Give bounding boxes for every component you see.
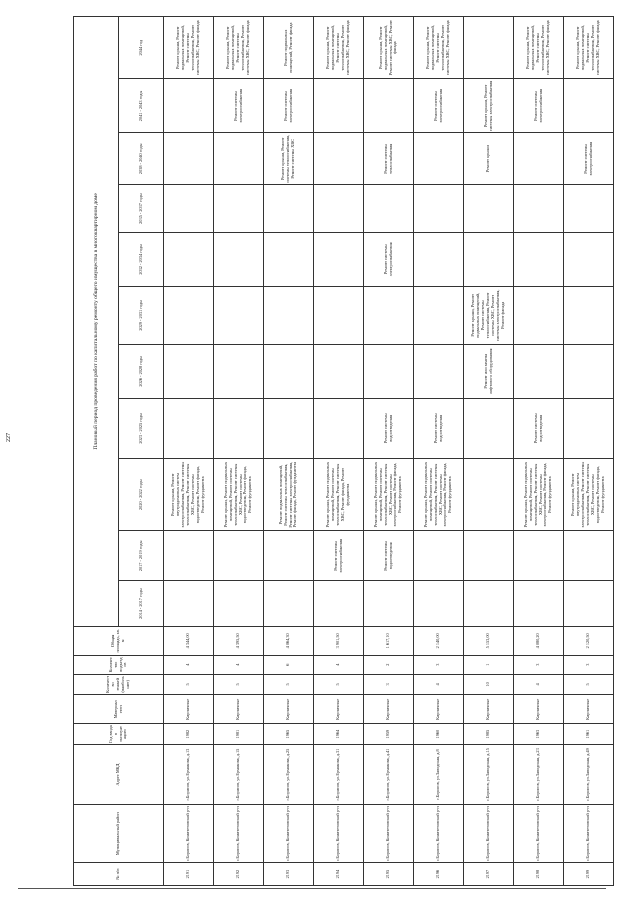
cell-p11: Ремонт крыши, Ремонт подвальных помещений, Ремонт системы теплоснабжения, Ремонт системы ХВС, Ремонт фасада [214, 17, 264, 79]
cell-p9 [514, 133, 564, 185]
cell-area: 4 064,30 [264, 626, 314, 655]
header-period-4: 2023 - 2025 годы [119, 398, 164, 458]
cell-district: г.Борисов, Комитетовский р-н [464, 805, 514, 863]
cell-p4: Ремонт системы водоотведения [514, 398, 564, 458]
cell-p3: Ремонт крыши, Ремонт подвальных помещений, Ремонт системы теплоснабжения, Ремонт системы ХВС, Ремонт системы электроснабжения, Ремонт фасада, Ремонт фундамента [414, 458, 464, 531]
table-row [364, 17, 414, 886]
cell-address: г.Борисов, ул.Заводская, д.15 [464, 745, 514, 805]
cell-p11: Ремонт крыши, Ремонт подвальных помещений, Ремонт системы ХВС, Ремонт фасада [364, 17, 414, 79]
cell-num: 2193 [264, 863, 314, 886]
cell-p1 [414, 581, 464, 627]
cell-p5 [414, 344, 464, 398]
table-row [514, 17, 564, 886]
table-row [164, 17, 214, 886]
cell-year: 1961 [564, 724, 614, 745]
cell-p8 [414, 185, 464, 233]
cell-p5 [214, 344, 264, 398]
cell-p11: Ремонт крыши, Ремонт подвальных помещений, Ремонт системы теплоснабжения, Ремонт системы ХВС, Ремонт фасада [514, 17, 564, 79]
cell-p2 [414, 531, 464, 581]
cell-p4: Ремонт системы водоотведения [414, 398, 464, 458]
header-floors: Количество этажей (наибольшее) [74, 674, 164, 695]
cell-p9 [214, 133, 264, 185]
cell-p4 [314, 398, 364, 458]
header-address: Адрес МКД [74, 745, 164, 805]
cell-material: Кирпичные [564, 695, 614, 724]
header-num: № п/п [74, 863, 164, 886]
cell-p5 [314, 344, 364, 398]
cell-entrances: 6 [264, 655, 314, 674]
header-period-11: 2044 год [119, 17, 164, 79]
cell-address: г.Борисов, ул.Ермакова, д.41 [364, 745, 414, 805]
header-period-10: 2041 - 2043 годы [119, 79, 164, 133]
cell-p7 [214, 232, 264, 286]
cell-material: Кирпичные [414, 695, 464, 724]
table-row [264, 17, 314, 886]
cell-p1 [564, 581, 614, 627]
cell-p1 [514, 581, 564, 627]
cell-p2 [564, 531, 614, 581]
cell-floors: 5 [564, 674, 614, 695]
document-page [73, 16, 628, 886]
cell-floors: 5 [314, 674, 364, 695]
cell-district: г.Борисов, Комитетовский р-н [264, 805, 314, 863]
cell-material: Кирпичные [464, 695, 514, 724]
cell-address: г.Борисов, ул.Заводская, д.23 [514, 745, 564, 805]
cell-p2 [164, 531, 214, 581]
cell-p5 [564, 344, 614, 398]
cell-num: 2192 [214, 863, 264, 886]
header-row [74, 17, 119, 886]
cell-district: г.Борисов, Комитетовский р-н [364, 805, 414, 863]
cell-p11: Ремонт крыши, Ремонт подвальных помещений, Ремонт системы теплоснабжения, Ремонт системы ХВС, Ремонт фасада [564, 17, 614, 79]
cell-district: г.Борисов, Комитетовский р-н [164, 805, 214, 863]
cell-floors: 3 [364, 674, 414, 695]
table-row [464, 17, 514, 886]
cell-entrances: 3 [414, 655, 464, 674]
cell-num: 2197 [464, 863, 514, 886]
cell-p1 [164, 581, 214, 627]
cell-floors: 4 [514, 674, 564, 695]
cell-entrances: 4 [164, 655, 214, 674]
cell-p10: Ремонт системы электроснабжения [214, 79, 264, 133]
cell-entrances: 4 [314, 655, 364, 674]
cell-entrances: 1 [464, 655, 514, 674]
cell-p6 [514, 286, 564, 344]
cell-district: г.Борисов, Комитетовский р-н [414, 805, 464, 863]
cell-p9: Ремонт крыши, Ремонт системы теплоснабжения, Ремонт системы ХВС [264, 133, 314, 185]
cell-p9 [314, 133, 364, 185]
cell-p1 [264, 581, 314, 627]
cell-num: 2191 [164, 863, 214, 886]
cell-p10: Ремонт системы электроснабжения [264, 79, 314, 133]
cell-area: 2 140,00 [414, 626, 464, 655]
cell-area: 3 901,50 [314, 626, 364, 655]
cell-year: 1981 [214, 724, 264, 745]
cell-p8 [464, 185, 514, 233]
header-district: Муниципальный район [74, 805, 164, 863]
cell-p5: Ремонт или замена лифтового оборудования [464, 344, 514, 398]
header-year: Год ввода в эксплуатацию [74, 724, 164, 745]
cell-p9 [164, 133, 214, 185]
cell-p1 [464, 581, 514, 627]
cell-num: 2199 [564, 863, 614, 886]
cell-p4: Ремонт системы водоотведения [364, 398, 414, 458]
cell-p9: Ремонт крыши [464, 133, 514, 185]
cell-address: г.Борисов, ул.Ермакова, д.31 [314, 745, 364, 805]
cell-p3: Ремонт крыши, Ремонт подвальных помещений, Ремонт системы теплоснабжения, Ремонт системы ХВС, Ремонт системы электроснабжения, Ремонт фасада, Ремонт фундамента [364, 458, 414, 531]
cell-p10 [314, 79, 364, 133]
cell-p7 [564, 232, 614, 286]
cell-p10 [364, 79, 414, 133]
table-row [314, 17, 364, 886]
cell-p3: Ремонт крыши, Ремонт подвальных помещений, Ремонт системы теплоснабжения, Ремонт системы ХВС, Ремонт фасада, Ремонт фундамента [314, 458, 364, 531]
table-row [414, 17, 464, 886]
cell-area: 4 080,20 [514, 626, 564, 655]
cell-district: г.Борисов, Комитетовский р-н [564, 805, 614, 863]
table-title: Плановый период проведения работ по капитальному ремонту общего имущества в многоквартирном доме [74, 17, 119, 627]
cell-p5 [514, 344, 564, 398]
cell-p11: Ремонт подвальных помещений, Ремонт фасада [264, 17, 314, 79]
cell-p2 [464, 531, 514, 581]
cell-p9: Ремонт системы электроснабжения [564, 133, 614, 185]
cell-p6 [214, 286, 264, 344]
cell-p9 [414, 133, 464, 185]
cell-p9: Ремонт системы теплоснабжения [364, 133, 414, 185]
cell-entrances: 2 [364, 655, 414, 674]
cell-floors: 10 [464, 674, 514, 695]
cell-p11 [464, 17, 514, 79]
cell-p7 [514, 232, 564, 286]
header-period-6: 2029 - 2031 годы [119, 286, 164, 344]
cell-entrances: 3 [564, 655, 614, 674]
cell-year: 1965 [264, 724, 314, 745]
bottom-rule [18, 888, 606, 889]
cell-entrances: 4 [214, 655, 264, 674]
cell-p8 [264, 185, 314, 233]
header-area: Общая площадь, кв. м [74, 626, 164, 655]
cell-p10 [164, 79, 214, 133]
cell-p7 [264, 232, 314, 286]
cell-p1 [214, 581, 264, 627]
cell-p6 [564, 286, 614, 344]
cell-p3: Ремонт крыши, Ремонт внутридомовых систем электроснабжения, Ремонт системы теплоснабжения, Ремонт системы ХВС, Ремонт системы водоотведения, Ремонт фасада, Ремонт фундамента [564, 458, 614, 531]
table-row [214, 17, 264, 886]
cell-p11: Ремонт крыши, Ремонт подвальных помещений, Ремонт системы теплоснабжения, Ремонт системы ХВС, Ремонт фасада [414, 17, 464, 79]
cell-p5 [264, 344, 314, 398]
cell-p11: Ремонт крыши, Ремонт подвальных помещений, Ремонт системы теплоснабжения, Ремонт системы ХВС, Ремонт фасада [314, 17, 364, 79]
cell-material: Кирпичные [214, 695, 264, 724]
cell-p8 [214, 185, 264, 233]
cell-p8 [314, 185, 364, 233]
cell-district: г.Борисов, Комитетовский р-н [214, 805, 264, 863]
cell-p6 [164, 286, 214, 344]
cell-address: г.Борисов, ул.Заводская, д.49 [564, 745, 614, 805]
cell-p6 [414, 286, 464, 344]
header-period-8: 2035 - 2037 годы [119, 185, 164, 233]
cell-p8 [364, 185, 414, 233]
cell-p2 [214, 531, 264, 581]
cell-p3: Ремонт крыши, Ремонт подвальных помещений, Ремонт системы теплоснабжения, Ремонт системы ХВС, Ремонт системы электроснабжения, Ремонт фасада, Ремонт фундамента [514, 458, 564, 531]
cell-num: 2196 [414, 863, 464, 886]
page-number: 227 [6, 433, 12, 442]
cell-p6: Ремонт крыши, Ремонт подвальных помещений, Ремонт системы теплоснабжения, Ремонт системы ХВС, Ремонт системы электроснабжения, Ремонт фасада [464, 286, 514, 344]
cell-p8 [164, 185, 214, 233]
cell-p10: Ремонт системы электроснабжения [414, 79, 464, 133]
cell-floors: 5 [264, 674, 314, 695]
cell-p8 [564, 185, 614, 233]
cell-p6 [264, 286, 314, 344]
cell-num: 2194 [314, 863, 364, 886]
cell-p7 [414, 232, 464, 286]
cell-p4 [464, 398, 514, 458]
cell-p7 [464, 232, 514, 286]
cell-entrances: 3 [514, 655, 564, 674]
cell-p6 [314, 286, 364, 344]
cell-p5 [364, 344, 414, 398]
cell-year: 1985 [464, 724, 514, 745]
header-period-9: 2038 - 2040 годы [119, 133, 164, 185]
cell-p2 [264, 531, 314, 581]
cell-num: 2195 [364, 863, 414, 886]
cell-area: 2 120,50 [564, 626, 614, 655]
cell-year: 1964 [314, 724, 364, 745]
header-period-5: 2026 - 2028 годы [119, 344, 164, 398]
header-period-3: 2020 - 2022 годы [119, 458, 164, 531]
cell-year: 1959 [364, 724, 414, 745]
cell-p4 [564, 398, 614, 458]
cell-address: г.Борисов, ул.Ермакова, д.25 [264, 745, 314, 805]
cell-p2: Ремонт системы электроснабжения [314, 531, 364, 581]
cell-area: 4 344,00 [164, 626, 214, 655]
cell-p7 [314, 232, 364, 286]
cell-address: г.Борисов, ул.Заводская, д.8 [414, 745, 464, 805]
cell-district: г.Борисов, Комитетовский р-н [514, 805, 564, 863]
cell-material: Кирпичные [364, 695, 414, 724]
cell-p7 [164, 232, 214, 286]
rotated-table-container [73, 16, 628, 886]
cell-p1 [364, 581, 414, 627]
cell-p1 [314, 581, 364, 627]
cell-year: 1960 [414, 724, 464, 745]
cell-material: Кирпичные [164, 695, 214, 724]
cell-district: г.Борисов, Комитетовский р-н [314, 805, 364, 863]
cell-area: 1 617,10 [364, 626, 414, 655]
header-period-7: 2032 - 2034 годы [119, 232, 164, 286]
cell-p4 [214, 398, 264, 458]
cell-p3 [464, 458, 514, 531]
repair-schedule-table [73, 16, 614, 886]
cell-p5 [164, 344, 214, 398]
cell-p4 [264, 398, 314, 458]
cell-floors: 5 [164, 674, 214, 695]
cell-p3: Ремонт крыши, Ремонт внутридомовых систем электроснабжения, Ремонт системы теплоснабжения, Ремонт системы ХВС, Ремонт системы водоотведения, Ремонт фасада, Ремонт фундамента [164, 458, 214, 531]
cell-floors: 5 [214, 674, 264, 695]
table-body [164, 17, 614, 886]
cell-num: 2198 [514, 863, 564, 886]
cell-area: 5 153,00 [464, 626, 514, 655]
cell-p2 [514, 531, 564, 581]
cell-area: 4 395,50 [214, 626, 264, 655]
cell-p2: Ремонт системы водоотведения [364, 531, 414, 581]
cell-p3: Ремонт крыши, Ремонт подвальных помещений, Ремонт системы теплоснабжения, Ремонт системы ХВС, Ремонт системы водоотведения, Ремонт фасада, Ремонт фундамента [214, 458, 264, 531]
cell-address: г.Борисов, ул.Ермакова, д.13 [164, 745, 214, 805]
table-row [564, 17, 614, 886]
cell-year: 1963 [514, 724, 564, 745]
header-period-2: 2017 - 2019 годы [119, 531, 164, 581]
cell-p10: Ремонт системы электроснабжения [514, 79, 564, 133]
cell-material: Кирпичные [314, 695, 364, 724]
cell-p10: Ремонт крыши, Ремонт системы электроснабжения [464, 79, 514, 133]
cell-material: Кирпичные [264, 695, 314, 724]
cell-p4 [164, 398, 214, 458]
cell-address: г.Борисов, ул.Ермакова, д.15 [214, 745, 264, 805]
header-period-1: 2014 - 2017 годы [119, 581, 164, 627]
cell-floors: 4 [414, 674, 464, 695]
cell-p6 [364, 286, 414, 344]
cell-material: Кирпичные [514, 695, 564, 724]
cell-p8 [514, 185, 564, 233]
header-material: Материал стен [74, 695, 164, 724]
cell-p7: Ремонт системы электроснабжения [364, 232, 414, 286]
cell-p3: Ремонт подвальных помещений, Ремонт системы теплоснабжения, Ремонт системы электроснабжения, Ремонт фасада, Ремонт фундамента [264, 458, 314, 531]
cell-p11: Ремонт крыши, Ремонт подвальных помещений, Ремонт системы теплоснабжения, Ремонт системы ХВС, Ремонт фасада [164, 17, 214, 79]
cell-p10 [564, 79, 614, 133]
cell-year: 1982 [164, 724, 214, 745]
header-entrances: Количество подъездов [74, 655, 164, 674]
